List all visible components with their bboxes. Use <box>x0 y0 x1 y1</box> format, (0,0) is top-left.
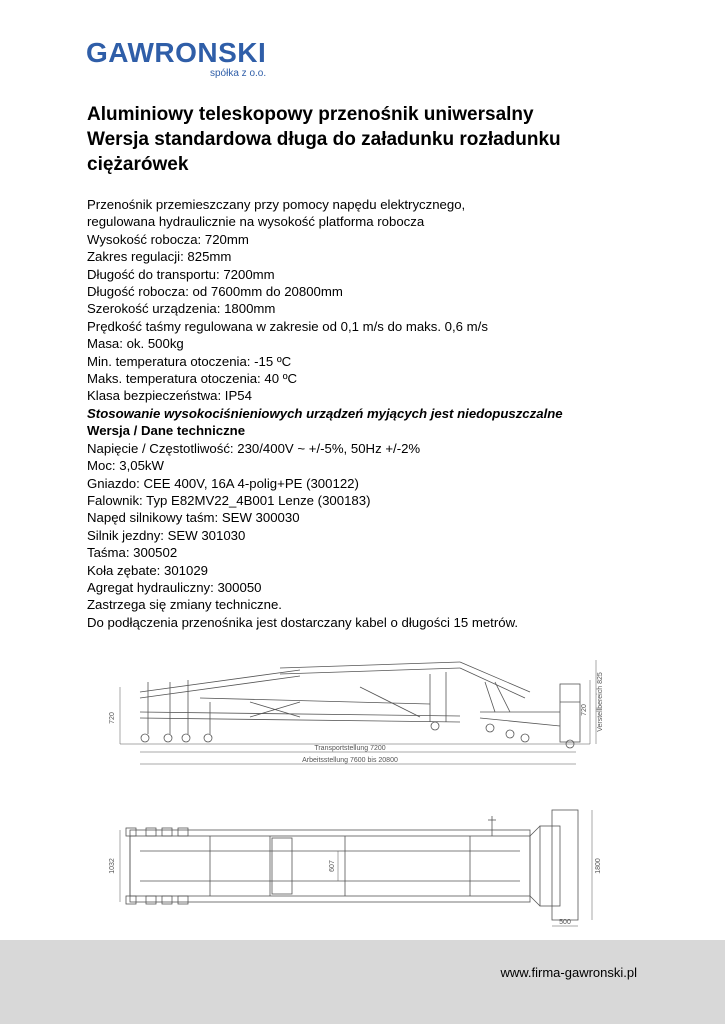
title-line-1: Aluminiowy teleskopowy przenośnik uniwersalny <box>87 104 534 125</box>
spec-line: Długość do transportu: 7200mm <box>87 266 275 282</box>
company-logo <box>86 38 286 82</box>
spec-line: Maks. temperatura otoczenia: 40 ºC <box>87 371 298 387</box>
dim-platform-length: 500 <box>559 919 571 926</box>
title-line-3: ciężarówek <box>87 154 189 175</box>
spec-line: Moc: 3,05kW <box>87 458 164 474</box>
dim-work-length: Arbeitsstellung 7600 bis 20800 <box>302 757 398 764</box>
spec-line: Do podłączenia przenośnika jest dostarczany kabel o długości 15 metrów. <box>87 614 519 630</box>
dim-belt-width: 607 <box>329 860 336 872</box>
side-view-drawing <box>100 652 610 774</box>
spec-line: Napięcie / Częstotliwość: 230/400V ~ +/-5%, 50Hz +/-2% <box>87 440 421 456</box>
specification-list <box>87 196 687 631</box>
dim-width-total: 1800 <box>595 858 602 874</box>
logo-subtitle: spółka z o.o. <box>210 68 267 79</box>
spec-line: Stosowanie wysokociśnieniowych urządzeń myjących jest niedopuszczalne <box>87 405 563 421</box>
dim-adjust-range: Verstellbereich 825 <box>597 672 604 732</box>
spec-line: Klasa bezpieczeństwa: IP54 <box>87 388 252 404</box>
spec-line: Agregat hydrauliczny: 300050 <box>87 579 262 595</box>
spec-line: Falownik: Typ E82MV22_4B001 Lenze (300183) <box>87 492 371 508</box>
dim-width-left: 1032 <box>109 858 116 874</box>
spec-line: Zakres regulacji: 825mm <box>87 249 232 265</box>
title-line-2: Wersja standardowa długa do załadunku rozładunku <box>87 129 561 150</box>
spec-line: Napęd silnikowy taśm: SEW 300030 <box>87 510 300 526</box>
spec-line: Taśma: 300502 <box>87 545 178 561</box>
dim-height-left: 720 <box>109 712 116 724</box>
spec-line: Gniazdo: CEE 400V, 16A 4-polig+PE (300122) <box>87 475 359 491</box>
logo-wordmark: GAWRONSKI <box>86 37 267 68</box>
spec-line: Wysokość robocza: 720mm <box>87 231 249 247</box>
dim-transport-length: Transportstellung 7200 <box>314 745 386 752</box>
spec-line: Przenośnik przemieszczany przy pomocy napędu elektrycznego, <box>87 197 466 212</box>
spec-line: Wersja / Dane techniczne <box>87 423 246 439</box>
spec-line: Min. temperatura otoczenia: -15 ºC <box>87 353 292 369</box>
spec-line: Zastrzega się zmiany techniczne. <box>87 597 282 613</box>
spec-line: Masa: ok. 500kg <box>87 336 184 352</box>
top-view-drawing <box>100 796 610 932</box>
spec-line: Długość robocza: od 7600mm do 20800mm <box>87 284 343 300</box>
spec-line: regulowana hydraulicznie na wysokość platforma robocza <box>87 214 425 230</box>
dim-height-right: 720 <box>581 704 588 716</box>
spec-line: Silnik jezdny: SEW 301030 <box>87 527 246 543</box>
footer-website-link[interactable]: www.firma-gawronski.pl <box>500 965 637 980</box>
spec-line: Szerokość urządzenia: 1800mm <box>87 301 276 317</box>
page-footer <box>0 940 725 1024</box>
spec-line: Koła zębate: 301029 <box>87 562 208 578</box>
spec-line: Prędkość taśmy regulowana w zakresie od 0,1 m/s do maks. 0,6 m/s <box>87 318 488 334</box>
document-title <box>87 102 647 177</box>
